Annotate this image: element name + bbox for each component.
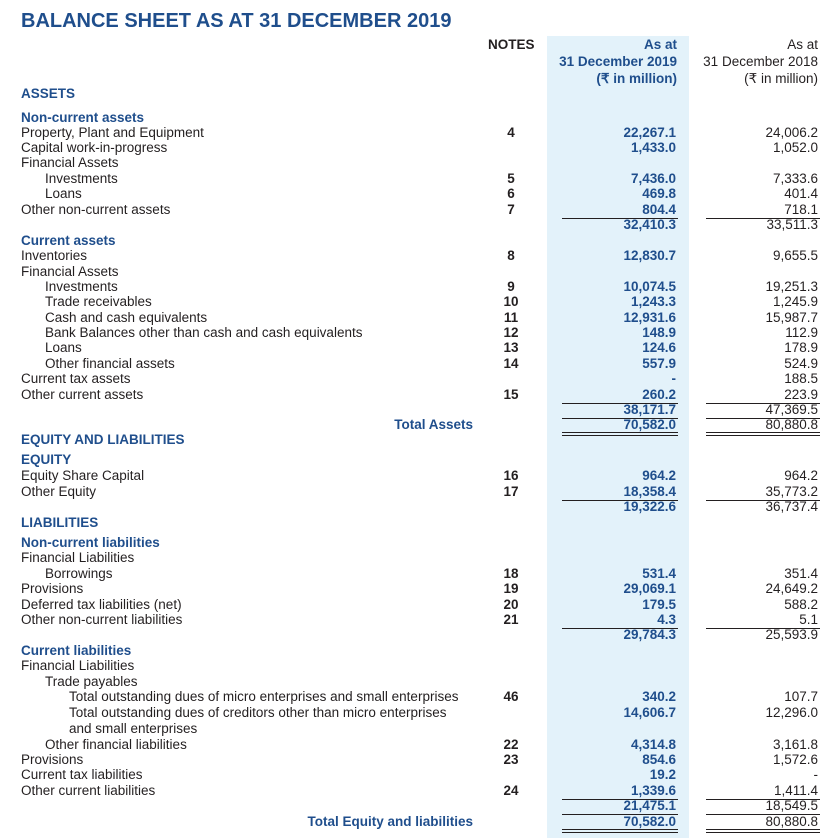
section-heading: Current assets [21, 233, 116, 248]
note-number: 10 [503, 294, 519, 309]
value-2019: 21,475.1 [623, 798, 676, 813]
note-number: 4 [507, 125, 515, 140]
rule [562, 418, 678, 419]
value-2018: 588.2 [784, 597, 818, 612]
row-label: Other financial assets [45, 356, 175, 371]
value-2018: 12,296.0 [765, 705, 818, 720]
note-number: 20 [503, 597, 519, 612]
table-row [0, 110, 834, 126]
value-2019: 4.3 [657, 612, 676, 627]
note-number: 17 [503, 484, 519, 499]
table-row [0, 140, 834, 156]
value-2019: 70,582.0 [623, 417, 676, 432]
section-heading: EQUITY AND LIABILITIES [21, 432, 185, 447]
row-label: Equity Share Capital [21, 468, 145, 483]
value-2019: 124.6 [642, 340, 676, 355]
note-number: 11 [503, 310, 519, 325]
note-number: 18 [503, 566, 519, 581]
rule [562, 500, 678, 501]
value-2019: 179.5 [642, 597, 676, 612]
table-row [0, 294, 834, 310]
value-2019: 32,410.3 [623, 217, 676, 232]
row-label: Loans [45, 186, 82, 201]
table-row [0, 125, 834, 141]
row-label: Trade payables [45, 674, 138, 689]
value-2018: 25,593.9 [765, 627, 818, 642]
value-2019: 10,074.5 [623, 279, 676, 294]
value-2019: 340.2 [642, 689, 676, 704]
table-row [0, 171, 834, 187]
double-rule [562, 829, 678, 830]
value-2018: 1,052.0 [772, 140, 818, 155]
note-number: 15 [503, 387, 519, 402]
value-2018: 5.1 [799, 612, 818, 627]
value-2018: 24,649.2 [765, 581, 818, 596]
row-label: Borrowings [45, 566, 113, 581]
table-row [0, 721, 834, 737]
value-2018: 107.7 [784, 689, 818, 704]
rule [706, 799, 820, 800]
rule [706, 500, 820, 501]
table-row [0, 86, 834, 102]
row-label: Provisions [21, 752, 84, 767]
row-label: Deferred tax liabilities (net) [21, 597, 182, 612]
value-2018: 47,369.5 [765, 402, 818, 417]
table-row [0, 643, 834, 659]
row-label: Financial Liabilities [21, 550, 135, 565]
table-row [0, 550, 834, 566]
value-2019: 7,436.0 [630, 171, 676, 186]
rule [562, 814, 678, 815]
note-number: 24 [503, 783, 519, 798]
value-2018: 19,251.3 [765, 279, 818, 294]
table-row [0, 674, 834, 690]
value-2018: 178.9 [784, 340, 818, 355]
notes-column-header: NOTES [488, 37, 535, 52]
value-2018: 35,773.2 [765, 484, 818, 499]
rule [562, 628, 678, 629]
note-number: 23 [503, 752, 519, 767]
table-row [0, 535, 834, 551]
value-2019: 1,339.6 [630, 783, 676, 798]
note-number: 14 [503, 356, 519, 371]
note-number: 21 [503, 612, 519, 627]
value-2018: 7,333.6 [772, 171, 818, 186]
value-2019: 38,171.7 [623, 402, 676, 417]
row-label: Loans [45, 340, 82, 355]
table-row [0, 186, 834, 202]
table-row [0, 705, 834, 721]
rule [562, 403, 678, 404]
table-row [0, 387, 834, 403]
note-number: 19 [503, 581, 519, 596]
double-rule [562, 432, 678, 433]
value-2018: 3,161.8 [772, 737, 818, 752]
row-label: Financial Assets [21, 155, 119, 170]
value-2019: 260.2 [642, 387, 676, 402]
row-label: Other Equity [21, 484, 97, 499]
table-row [0, 233, 834, 249]
section-heading: Current liabilities [21, 643, 132, 658]
note-number: 46 [503, 689, 519, 704]
value-2019: 19,322.6 [623, 499, 676, 514]
table-row [0, 217, 834, 233]
value-2019: 4,314.8 [630, 737, 676, 752]
value-2019: 854.6 [642, 752, 676, 767]
note-number: 12 [503, 325, 519, 340]
note-number: 16 [503, 468, 519, 483]
rule [562, 218, 678, 219]
row-label: Trade receivables [45, 294, 152, 309]
section-heading: LIABILITIES [21, 515, 99, 530]
table-row [0, 499, 834, 515]
table-row [0, 783, 834, 799]
table-row [0, 627, 834, 643]
table-row [0, 689, 834, 705]
table-row [0, 264, 834, 280]
value-2018: 401.4 [784, 186, 818, 201]
table-row [0, 340, 834, 356]
value-2019: 12,931.6 [623, 310, 676, 325]
value-2019: 148.9 [642, 325, 676, 340]
table-row [0, 581, 834, 597]
rule [706, 418, 820, 419]
value-2019: 469.8 [642, 186, 676, 201]
column-header-2019-line1: As at [643, 37, 677, 52]
row-label: Total outstanding dues of micro enterprises and small enterprises [69, 689, 459, 704]
table-row [0, 515, 834, 531]
value-2018: 9,655.5 [772, 248, 818, 263]
double-rule [706, 432, 820, 433]
value-2019: 1,243.3 [630, 294, 676, 309]
total-label: Total Assets [394, 417, 473, 432]
row-label: Financial Liabilities [21, 658, 135, 673]
value-2018: 1,411.4 [773, 783, 818, 798]
table-row [0, 597, 834, 613]
value-2019: 12,830.7 [623, 248, 676, 263]
total-label: Total Equity and liabilities [307, 814, 473, 829]
page-title: BALANCE SHEET AS AT 31 DECEMBER 2019 [21, 10, 452, 32]
table-row [0, 325, 834, 341]
value-2019: 29,784.3 [623, 627, 676, 642]
row-label: Total outstanding dues of creditors other than micro enterprises [69, 705, 447, 720]
value-2018: - [813, 767, 818, 782]
section-heading: ASSETS [21, 86, 76, 101]
value-2018: 718.1 [784, 202, 818, 217]
note-number: 8 [507, 248, 515, 263]
value-2019: 964.2 [642, 468, 676, 483]
value-2019: 531.4 [642, 566, 676, 581]
value-2018: 80,880.8 [765, 417, 818, 432]
value-2018: 524.9 [784, 356, 818, 371]
double-rule [706, 829, 820, 830]
double-rule [562, 832, 678, 833]
value-2019: 804.4 [642, 202, 676, 217]
value-2019: 29,069.1 [623, 581, 676, 596]
rule [706, 403, 820, 404]
value-2018: 80,880.8 [765, 814, 818, 829]
column-header-2019-line3: (₹ in million) [596, 71, 677, 86]
value-2018: 36,737.4 [765, 499, 818, 514]
value-2018: 24,006.2 [765, 125, 818, 140]
table-row [0, 310, 834, 326]
row-label: Financial Assets [21, 264, 119, 279]
row-label: and small enterprises [69, 721, 198, 736]
table-row [0, 798, 834, 814]
table-row [0, 484, 834, 500]
column-header-2019 [547, 36, 677, 87]
rule [562, 799, 678, 800]
row-label: Other financial liabilities [45, 737, 187, 752]
row-label: Investments [45, 279, 118, 294]
rule [706, 628, 820, 629]
table-row [0, 356, 834, 372]
value-2019: 18,358.4 [623, 484, 676, 499]
row-label: Other non-current liabilities [21, 612, 183, 627]
value-2018: 964.2 [784, 468, 818, 483]
note-number: 9 [507, 279, 515, 294]
row-label: Current tax liabilities [21, 767, 143, 782]
section-heading: EQUITY [21, 452, 72, 467]
value-2019: - [671, 371, 676, 386]
table-row [0, 248, 834, 264]
table-row [0, 814, 834, 830]
value-2018: 15,987.7 [765, 310, 818, 325]
value-2018: 351.4 [784, 566, 818, 581]
row-label: Current tax assets [21, 371, 131, 386]
table-row [0, 202, 834, 218]
row-label: Investments [45, 171, 118, 186]
table-row [0, 468, 834, 484]
section-heading: Non-current assets [21, 110, 145, 125]
value-2019: 22,267.1 [623, 125, 676, 140]
row-label: Capital work-in-progress [21, 140, 168, 155]
value-2019: 557.9 [642, 356, 676, 371]
table-row [0, 612, 834, 628]
value-2019: 1,433.0 [630, 140, 676, 155]
note-number: 13 [503, 340, 519, 355]
table-row [0, 402, 834, 418]
value-2019: 19.2 [649, 767, 676, 782]
row-label: Cash and cash equivalents [45, 310, 208, 325]
row-label: Other current assets [21, 387, 144, 402]
row-label: Property, Plant and Equipment [21, 125, 204, 140]
value-2018: 1,572.6 [772, 752, 818, 767]
column-header-2018-line2: 31 December 2018 [703, 54, 818, 69]
rule [706, 814, 820, 815]
column-header-2018-line3: (₹ in million) [744, 71, 818, 86]
value-2018: 33,511.3 [766, 217, 818, 232]
value-2018: 188.5 [784, 371, 818, 386]
table-row [0, 752, 834, 768]
column-header-2018-line1: As at [787, 37, 818, 52]
double-rule [706, 832, 820, 833]
row-label: Inventories [21, 248, 88, 263]
rule [706, 218, 820, 219]
value-2018: 1,245.9 [772, 294, 818, 309]
table-row [0, 279, 834, 295]
value-2019: 14,606.7 [623, 705, 676, 720]
row-label: Provisions [21, 581, 84, 596]
section-heading: Non-current liabilities [21, 535, 160, 550]
double-rule [706, 435, 820, 436]
table-row [0, 371, 834, 387]
table-row [0, 767, 834, 783]
value-2018: 18,549.5 [765, 798, 818, 813]
note-number: 22 [503, 737, 519, 752]
column-header-2019-line2: 31 December 2019 [559, 54, 677, 69]
table-row [0, 417, 834, 433]
table-row [0, 155, 834, 171]
row-label: Other current liabilities [21, 783, 156, 798]
row-label: Bank Balances other than cash and cash equivalents [45, 325, 363, 340]
value-2018: 112.9 [785, 325, 818, 340]
row-label: Other non-current assets [21, 202, 171, 217]
double-rule [562, 435, 678, 436]
value-2019: 70,582.0 [623, 814, 676, 829]
table-row [0, 737, 834, 753]
column-header-2018 [690, 36, 818, 87]
table-row [0, 452, 834, 468]
value-2018: 223.9 [784, 387, 818, 402]
note-number: 7 [507, 202, 515, 217]
note-number: 5 [507, 171, 515, 186]
table-row [0, 566, 834, 582]
note-number: 6 [507, 186, 515, 201]
table-row [0, 658, 834, 674]
